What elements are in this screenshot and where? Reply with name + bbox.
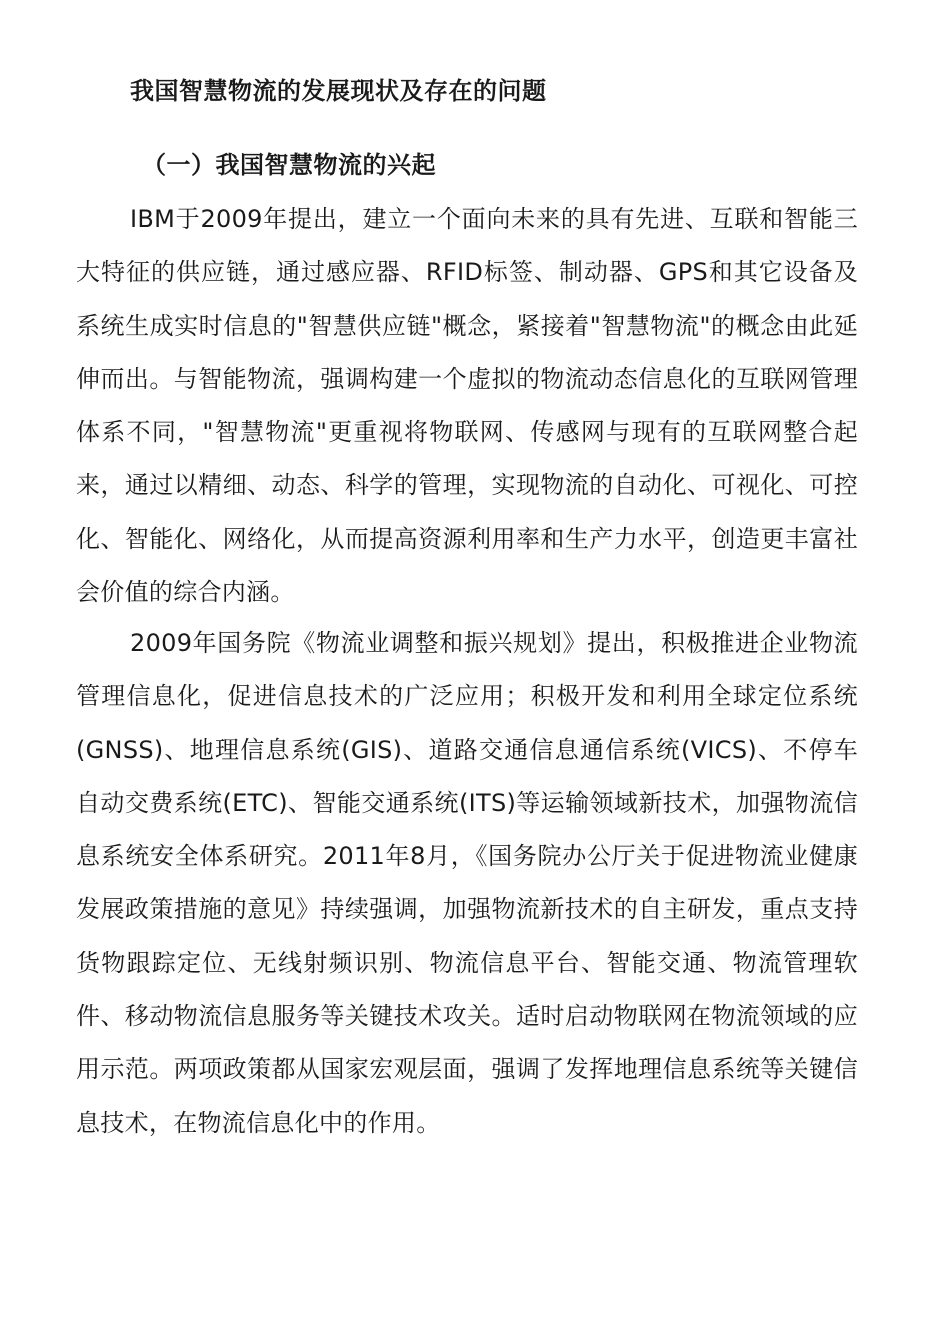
body-paragraph: 2009年国务院《物流业调整和振兴规划》提出，积极推进企业物流管理信息化，促进信息技术的广泛应用；积极开发和利用全球定位系统(GNSS)、地理信息系统(GIS)、道路交通信息通信系统(VICS)、不停车自动交费系统(ETC)、智能交通系统(ITS)等运输领域新技术，加强物流信息系统安全体系研究。2011年8月，《国务院办公厅关于促进物流业健康发展政策措施的意见》持续强调，加强物流新技术的自主研发，重点支持货物跟踪定位、无线射频识别、物流信息平台、智能交通、物流管理软件、移动物流信息服务等关键技术攻关。适时启动物联网在物流领域的应用示范。两项政策都从国家宏观层面，强调了发挥地理信息系统等关键信息技术，在物流信息化中的作用。	[76, 629, 858, 1137]
document-title: 我国智慧物流的发展现状及存在的问题	[130, 77, 547, 105]
body-paragraph: IBM于2009年提出，建立一个面向未来的具有先进、互联和智能三大特征的供应链，通过感应器、RFID标签、制动器、GPS和其它设备及系统生成实时信息的"智慧供应链"概念，紧接着"智慧物流"的概念由此延伸而出。与智能物流，强调构建一个虚拟的物流动态信息化的互联网管理体系不同，"智慧物流"更重视将物联网、传感网与现有的互联网整合起来，通过以精细、动态、科学的管理，实现物流的自动化、可视化、可控化、智能化、网络化，从而提高资源利用率和生产力水平，创造更丰富社会价值的综合内涵。	[76, 205, 858, 607]
section-heading: （一）我国智慧物流的兴起	[142, 151, 436, 179]
